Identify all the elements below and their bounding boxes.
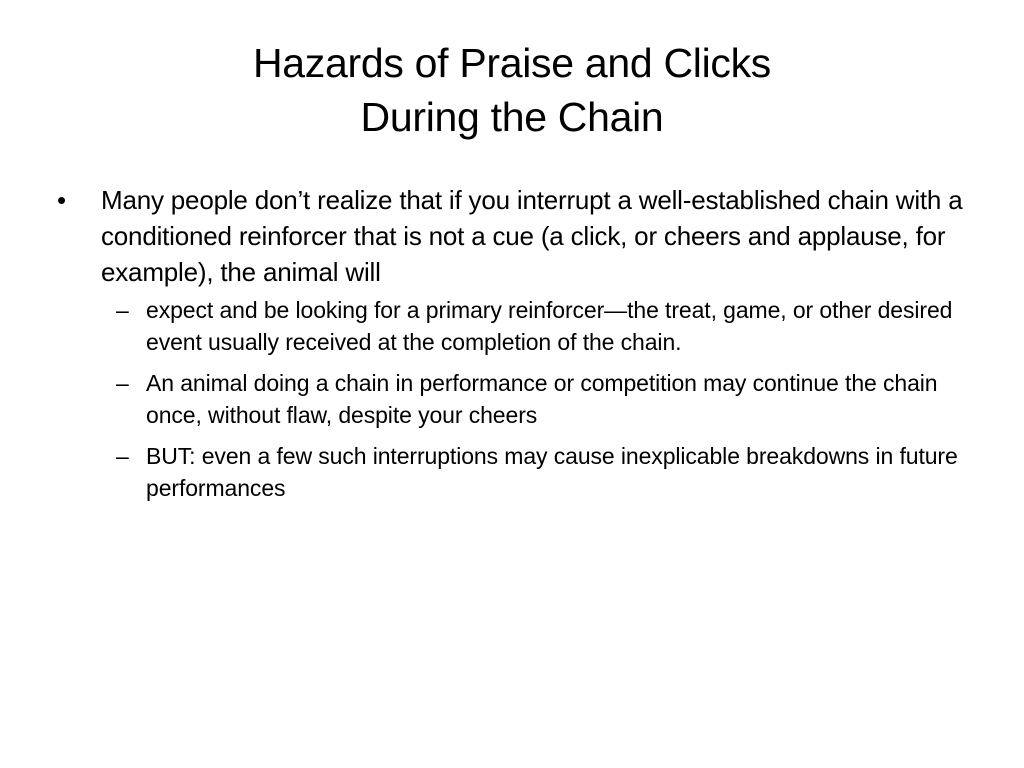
sub-bullet-text: expect and be looking for a primary reinforcer—the treat, game, or other desired event usually received at the completion of the chain. <box>146 297 953 355</box>
main-bullet-text: Many people don’t realize that if you interrupt a well-established chain with a conditioned reinforcer that is not a cue (a click, or cheers and applause, for example), the animal will <box>101 185 963 287</box>
dash-icon: – <box>116 297 129 323</box>
sub-bullet-item <box>54 367 984 431</box>
sub-bullet-item <box>54 440 984 504</box>
sub-bullet-list <box>54 294 984 504</box>
dash-icon: – <box>116 443 129 469</box>
slide-body <box>54 182 984 513</box>
slide-title <box>0 36 1024 144</box>
dash-icon: – <box>116 370 129 396</box>
sub-bullet-text: An animal doing a chain in performance or competition may continue the chain once, without flaw, despite your cheers <box>146 370 938 428</box>
title-line-1: Hazards of Praise and Clicks <box>253 40 771 86</box>
title-line-2: During the Chain <box>360 94 664 140</box>
sub-bullet-text: BUT: even a few such interruptions may cause inexplicable breakdowns in future performances <box>146 443 958 501</box>
main-bullet-item <box>54 182 984 290</box>
bullet-icon: • <box>57 185 66 215</box>
sub-bullet-item <box>54 294 984 358</box>
